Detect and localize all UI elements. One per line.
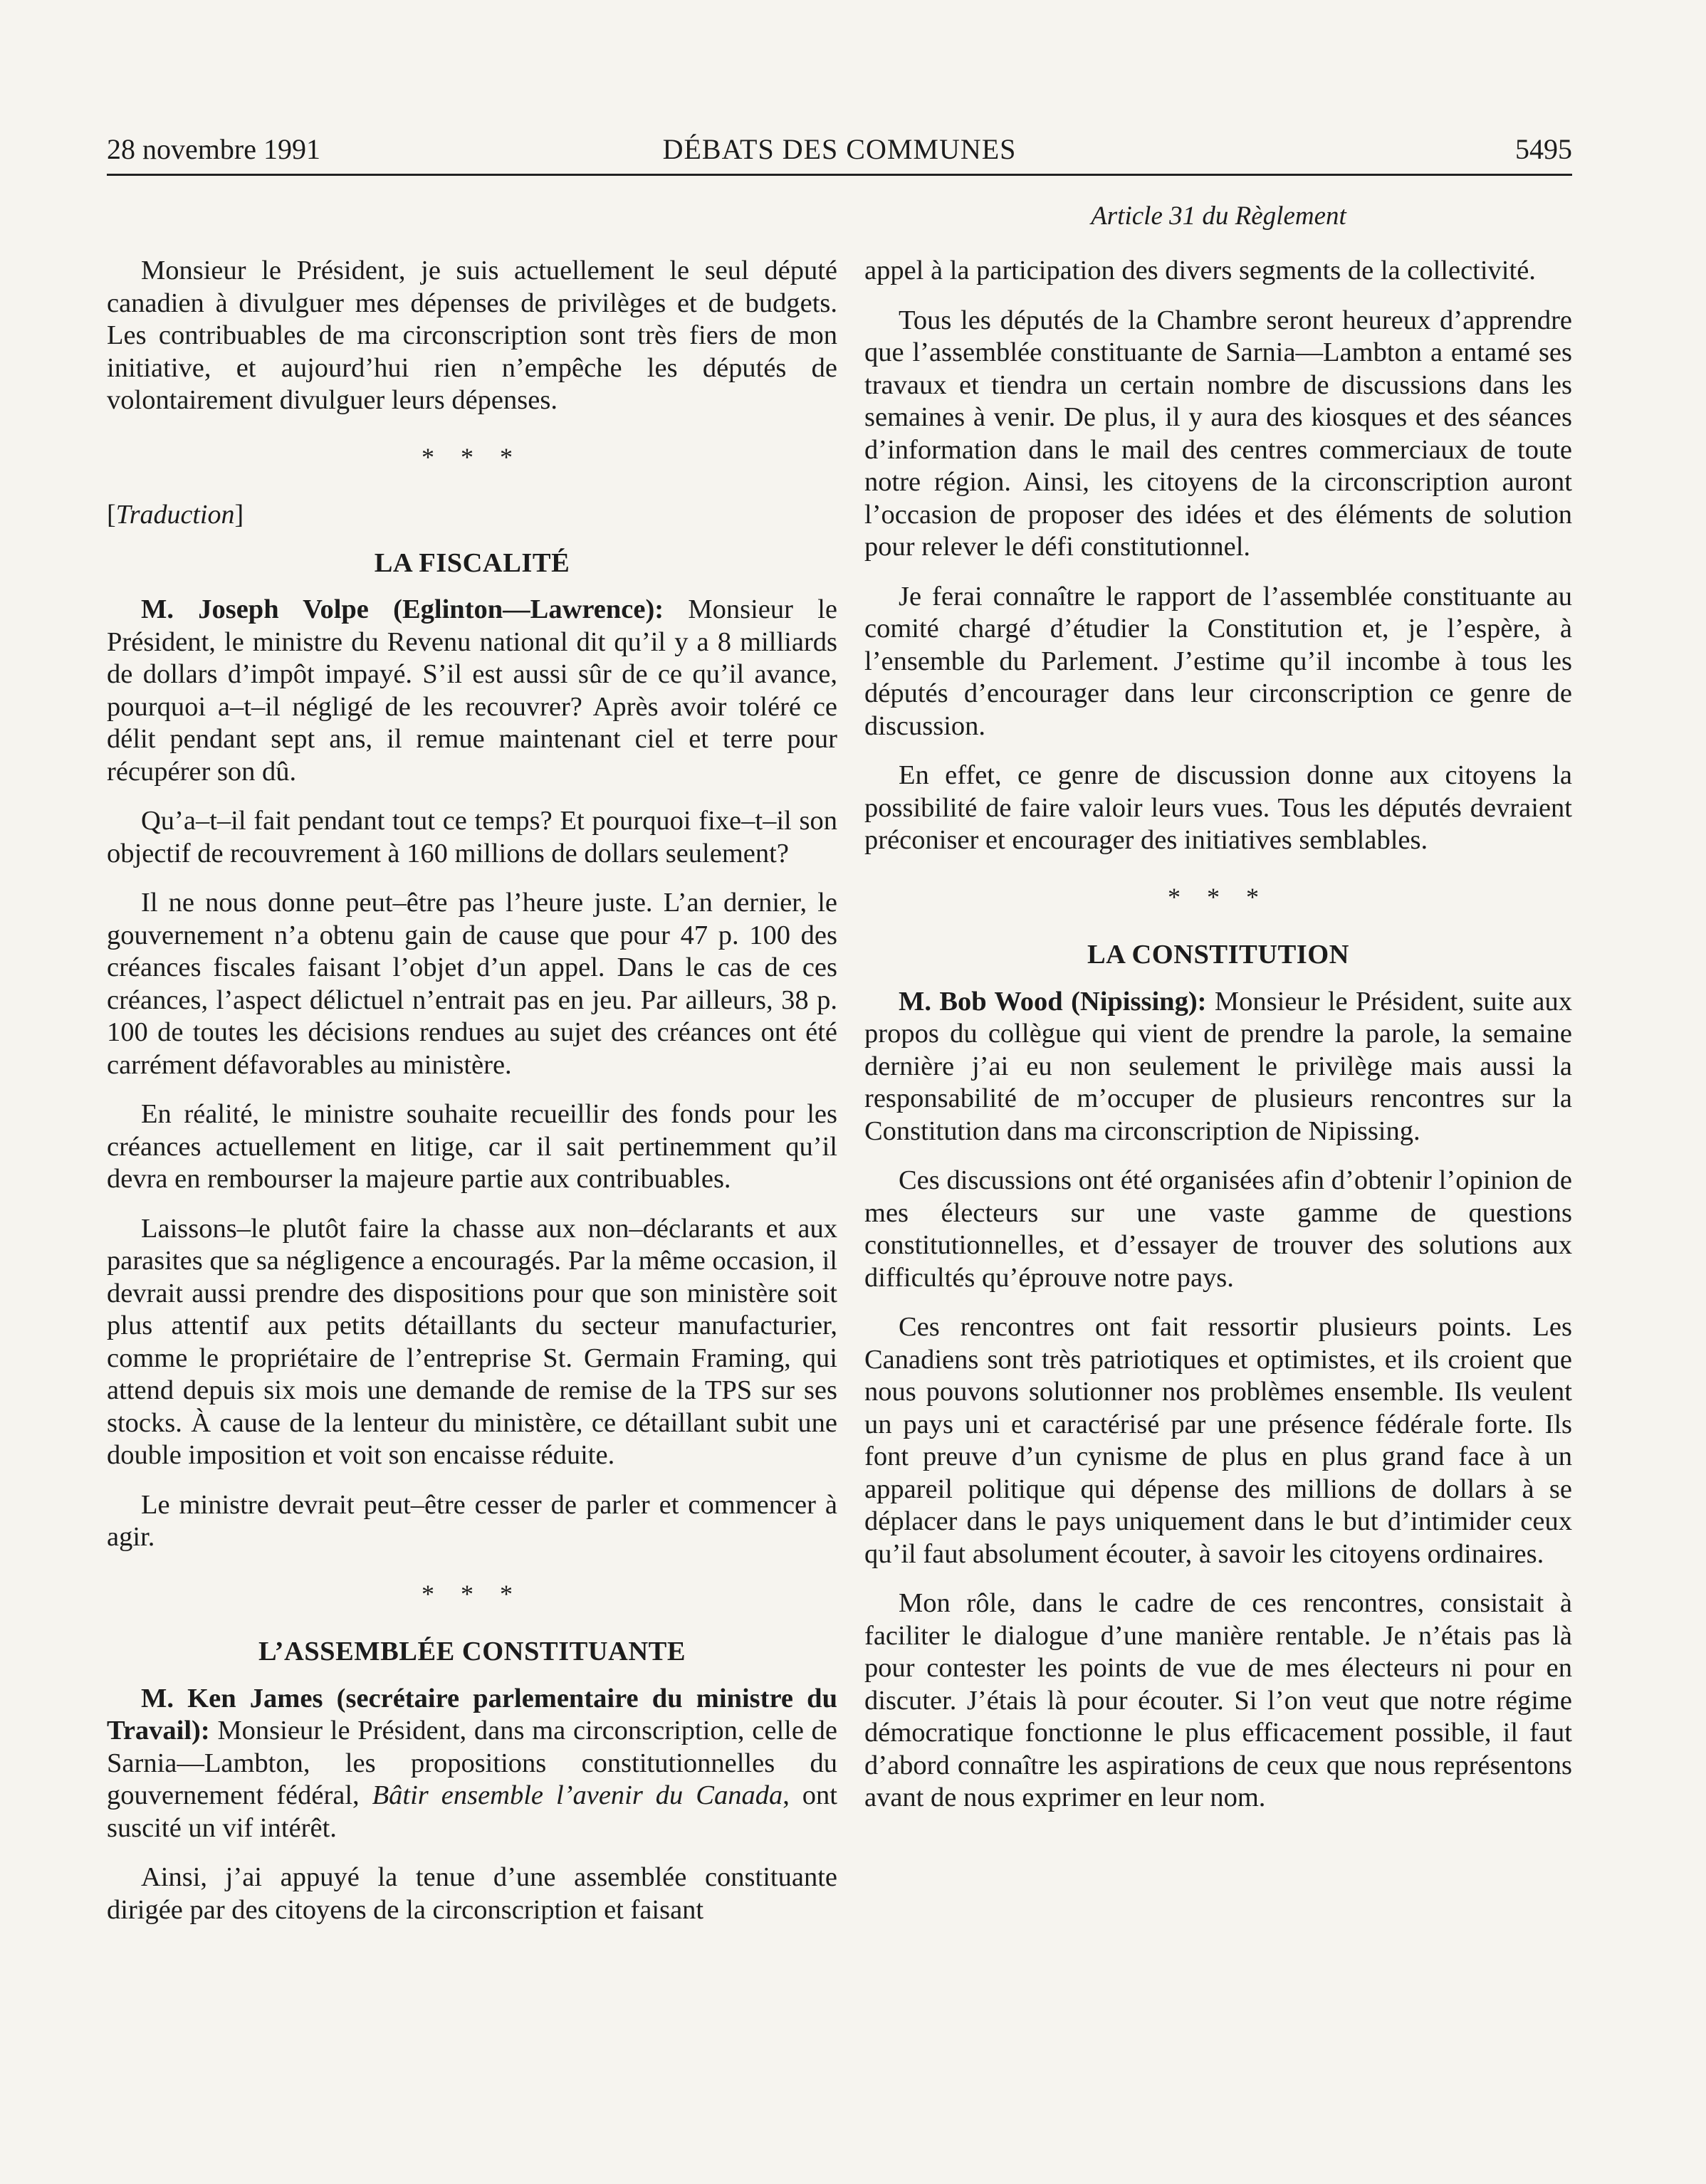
paragraph: Ces discussions ont été organisées afin d’obtenir l’opinion de mes électeurs sur une vaste gamme de questions constitutionnelles, et d’essayer de trouver des solutions aux difficultés qu’éprouve notre pays.: [864, 1165, 1572, 1293]
paragraph: M. Bob Wood (Nipissing): Monsieur le Président, suite aux propos du collègue qui vient de prendre la parole, la semaine dernière j’ai eu non seulement le privilège mais aussi la responsabilité de m’occuper de plusieurs rencontres sur la Constitution dans ma circonscription de Nipissing.: [864, 986, 1572, 1146]
paragraph: Tous les députés de la Chambre seront heureux d’apprendre que l’assemblée constituante de Sarnia—Lambton a entamé ses travaux et tiendra un certain nombre de discussions dans les semaines à venir. De plus, il y aura des kiosques et des séances d’information dans le mail des centres commerciaux de toute notre région. Ainsi, les citoyens de la circonscription auront l’occasion de proposer des idées et des éléments de solution pour relever le défi constitutionnel.: [864, 305, 1572, 562]
paragraph: Qu’a–t–il fait pendant tout ce temps? Et pourquoi fixe–t–il son objectif de recouvrement à 160 millions de dollars seulement?: [107, 806, 837, 868]
section-heading-constitution: LA CONSTITUTION: [1087, 940, 1349, 970]
right-column: [864, 255, 1572, 1832]
speaker-name: M. Bob Wood (Nipissing):: [899, 986, 1207, 1017]
left-column: [107, 255, 837, 1943]
paragraph: Il ne nous donne peut–être pas l’heure juste. L’an dernier, le gouvernement n’a obtenu gain de cause que pour 47 p. 100 des créances fiscales faisant l’objet d’un appel. Dans le cas de ces créances, l’aspect délictuel n’entrait pas en jeu. Par ailleurs, 38 p. 100 de toutes les décisions rendues au sujet des créances ont été carrément défavorables au ministère.: [107, 888, 837, 1080]
rule-subheading: Article 31 du Règlement: [1091, 201, 1346, 231]
paragraph: En effet, ce genre de discussion donne aux citoyens la possibilité de faire valoir leurs vues. Tous les députés devraient préconiser et encourager des initiatives semblables.: [864, 760, 1572, 855]
section-heading-fiscalite: LA FISCALITÉ: [374, 547, 570, 578]
paragraph: Mon rôle, dans le cadre de ces rencontres, consistait à faciliter le dialogue d’une manière rentable. Je n’étais pas là pour contester les points de vue de mes électeurs ni pour en discuter. J’étais là pour écouter. Si l’on veut que notre régime démocratique fonctionne le plus efficacement possible, il faut d’abord connaître les aspirations de ceux que nous représentons avant de nous exprimer en leur nom.: [864, 1588, 1572, 1812]
speaker-name: M. Ken James (secrétaire parlementaire du ministre du Travail):: [107, 1683, 837, 1745]
section-separator: * * *: [422, 1579, 523, 1608]
paragraph: En réalité, le ministre souhaite recueillir des fonds pour les créances actuellement en litige, car il sait pertinemment qu’il devra en rembourser la majeure partie aux contribuables.: [107, 1099, 837, 1194]
translation-note: [Traduction]: [107, 500, 244, 530]
paragraph: M. Joseph Volpe (Eglinton—Lawrence): Monsieur le Président, le ministre du Revenu national dit qu’il y a 8 milliards de dollars d’impôt impayé. S’il est aussi sûr de ce qu’il avance, pourquoi a–t–il négligé de les recouvrer? Après avoir toléré ce délit pendant sept ans, il remue maintenant ciel et terre pour récupérer son dû.: [107, 594, 838, 787]
paragraph: Laissons–le plutôt faire la chasse aux non–déclarants et aux parasites que sa négligence a encouragés. Par la même occasion, il devrait aussi prendre des dispositions pour que son ministère soit plus attentif aux petits détaillants du secteur manufacturier, comme le propriétaire de l’entreprise St. Germain Framing, qui attend depuis six mois une demande de remise de la TPS sur ses stocks. À cause de la lenteur du ministère, ce détaillant subit une double imposition et voit son encaisse réduite.: [107, 1213, 837, 1470]
paragraph-continued: appel à la participation des divers segments de la collectivité.: [864, 256, 1536, 285]
section-heading-assemblee: L’ASSEMBLÉE CONSTITUANTE: [258, 1637, 686, 1666]
speaker-name: M. Joseph Volpe (Eglinton—Lawrence):: [141, 594, 664, 624]
page-header: [107, 128, 1572, 176]
section-separator: * * *: [422, 442, 523, 471]
paragraph: Ces rencontres ont fait ressortir plusieurs points. Les Canadiens sont très patriotiques et optimistes, et ils croient que nous pouvons solutionner nos problèmes ensemble. Ils veulent un pays uni et caractérisé par une présence fédérale forte. Ils font preuve d’un cynisme de plus en plus grand face à un appareil politique qui dépense des millions de dollars à se déplacer dans le pays uniquement dans le but d’intimider ceux qu’il faut absolument écouter, à savoir les citoyens ordinaires.: [864, 1312, 1572, 1569]
paragraph: Le ministre devrait peut–être cesser de parler et commencer à agir.: [107, 1489, 837, 1552]
paragraph: Ainsi, j’ai appuyé la tenue d’une assemblée constituante dirigée par des citoyens de la circonscription et faisant: [107, 1862, 837, 1925]
paragraph: Je ferai connaître le rapport de l’assemblée constituante au comité chargé d’étudier la Constitution et, je l’espère, à l’ensemble du Parlement. J’estime qu’il incombe à tous les députés d’encourager dans leur circonscription ce genre de discussion.: [864, 581, 1572, 741]
section-separator: * * *: [1168, 882, 1269, 911]
paragraph: Monsieur le Président, je suis actuellement le seul député canadien à divulguer mes dépenses de privilèges et de budgets. Les contribuables de ma circonscription sont très fiers de mon initiative, et aujourd’hui rien n’empêche les députés de volontairement divulguer leurs dépenses.: [107, 256, 837, 415]
header-date: 28 novembre 1991: [107, 133, 320, 165]
page-number: 5495: [1515, 133, 1572, 165]
paragraph: M. Ken James (secrétaire parlementaire du ministre du Travail): Monsieur le Président, dans ma circonscription, celle de Sarnia—Lambton, les propositions constitutionnelles du gouvernement fédéral, Bâtir ensemble l’avenir du Canada, ont suscité un vif intérêt.: [107, 1683, 837, 1843]
header-title: DÉBATS DES COMMUNES: [662, 133, 1017, 165]
